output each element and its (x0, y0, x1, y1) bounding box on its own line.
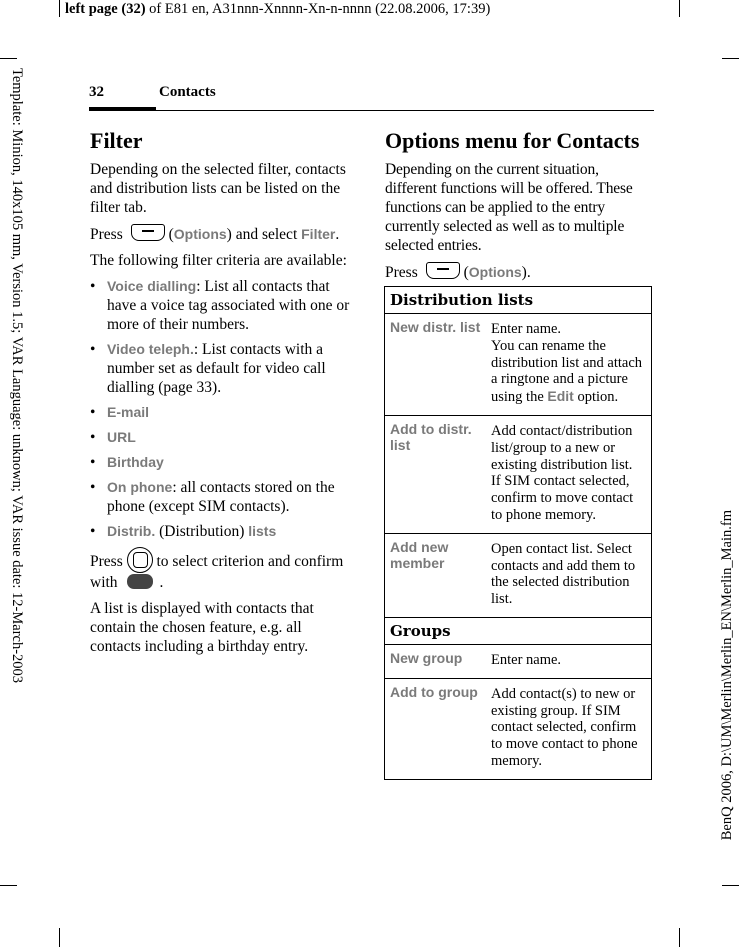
list-item (90, 522, 352, 541)
paren-open: ( (463, 264, 469, 281)
criterion-text: : all contacts stored on the phone (except SIM contacts). (107, 479, 335, 515)
template-info-text: Template: Minion, 140x105 mm, Version 1.5; VAR Language: unknown; VAR issue date: 12-March-2003 (9, 68, 25, 684)
option-key: New group (390, 649, 463, 666)
group-heading: Distribution lists (390, 291, 534, 309)
right-column (385, 128, 651, 289)
criterion-key: URL (107, 429, 136, 445)
page-number: 32 (89, 84, 104, 100)
list-item (90, 403, 352, 422)
list-item (90, 340, 352, 397)
list-item (90, 428, 352, 447)
navigate-text: to select criterion and confirm with (90, 553, 344, 591)
criterion-key: Birthday (107, 454, 164, 470)
table-row (385, 678, 651, 779)
table-row (385, 533, 651, 617)
option-desc: Enter name. (491, 651, 562, 668)
press-text: Press (90, 226, 123, 243)
option-key: Add to group (390, 683, 478, 700)
crop-mark (679, 928, 680, 947)
list-item (90, 478, 352, 516)
period: . (335, 226, 340, 243)
list-item (90, 277, 352, 334)
group-heading: Groups (385, 617, 651, 644)
filter-heading: Filter (90, 128, 143, 153)
criterion-key: Distrib. (107, 523, 156, 539)
option-desc: Add contact/distribution list/group to a new or existing distribution list. If SIM contact selected, confirm to move contact to phone memory. (491, 422, 634, 523)
options-heading: Options menu for Contacts (385, 128, 640, 153)
center-key-icon (127, 574, 153, 589)
criterion-text: (Distribution) (155, 523, 249, 540)
left-softkey-icon (131, 224, 165, 241)
criterion-key: Voice dialling (107, 278, 197, 294)
filter-intro: Depending on the selected filter, contacts and distribution lists can be listed on the filter tab. (90, 161, 346, 216)
left-column (90, 128, 352, 663)
section-title: Contacts (159, 84, 216, 100)
criterion-key: E-mail (107, 404, 150, 420)
options-key: Options (173, 226, 227, 242)
press-navigate-line (90, 547, 352, 592)
options-table (384, 286, 652, 780)
option-desc: Add contact(s) to new or existing group. If SIM contact selected, confirm to move contact to phone memory. (491, 685, 638, 769)
table-row (385, 644, 651, 678)
option-desc-text: You can rename the distribution list and attach a ringtone and a picture using the (491, 337, 643, 406)
option-key: Add to distr. list (390, 420, 472, 453)
crop-mark (59, 928, 60, 947)
press-options-line (385, 262, 651, 282)
print-header-bold: left page (32) (65, 1, 146, 17)
table-row (385, 415, 651, 533)
option-key: New distr. list (390, 319, 481, 335)
option-desc (491, 314, 651, 415)
criterion-key: lists (248, 523, 277, 539)
filter-key: Filter (301, 226, 336, 242)
criterion-key: On phone (107, 479, 173, 495)
filter-outro: A list is displayed with contacts that contain the chosen feature, e.g. all contacts including a birthday entry. (90, 600, 314, 655)
navigation-key-icon (127, 547, 153, 573)
print-header (65, 1, 490, 18)
crop-mark (59, 0, 60, 17)
select-text: ) and select (226, 226, 298, 243)
template-info (0, 0, 24, 947)
paren-close: ). (521, 264, 531, 281)
criterion-text: : List all contacts that have a voice tag associated with one or more of their numbers. (107, 278, 350, 333)
option-key: Add new member (390, 538, 449, 571)
edit-key: Edit (547, 388, 574, 405)
press-text: Press (385, 264, 418, 281)
crop-mark (679, 0, 680, 17)
options-intro: Depending on the current situation, different functions will be offered. These functions can be applied to the entry currently selected as well as to multiple selected entries. (385, 161, 633, 254)
file-path-info (715, 0, 739, 947)
left-softkey-icon (426, 262, 460, 279)
press-text: Press (90, 553, 123, 570)
list-item (90, 453, 352, 472)
header-rule (89, 110, 654, 111)
option-desc-text: option. (573, 389, 619, 406)
criteria-intro: The following filter criteria are available: (90, 252, 347, 269)
options-key: Options (468, 264, 522, 280)
option-desc-line: Enter name. (491, 321, 562, 337)
option-desc: Open contact list. Select contacts and add them to the selected distribution list. (491, 540, 636, 608)
print-header-rest: of E81 en, A31nnn-Xnnnn-Xn-n-nnnn (22.08.2006, 17:39) (145, 1, 491, 17)
criterion-text: : List contacts with a number set as default for video call dialling (page 33). (107, 341, 326, 396)
filter-criteria-list (90, 277, 352, 541)
paren-open: ( (168, 226, 174, 243)
period: . (159, 574, 164, 591)
file-path-text: BenQ 2006, D:\UM\Merlin\Merlin_EN\Merlin_Main.fm (719, 510, 735, 841)
press-options-line (90, 224, 352, 244)
table-row (385, 313, 651, 415)
criterion-key: Video teleph. (107, 341, 194, 357)
